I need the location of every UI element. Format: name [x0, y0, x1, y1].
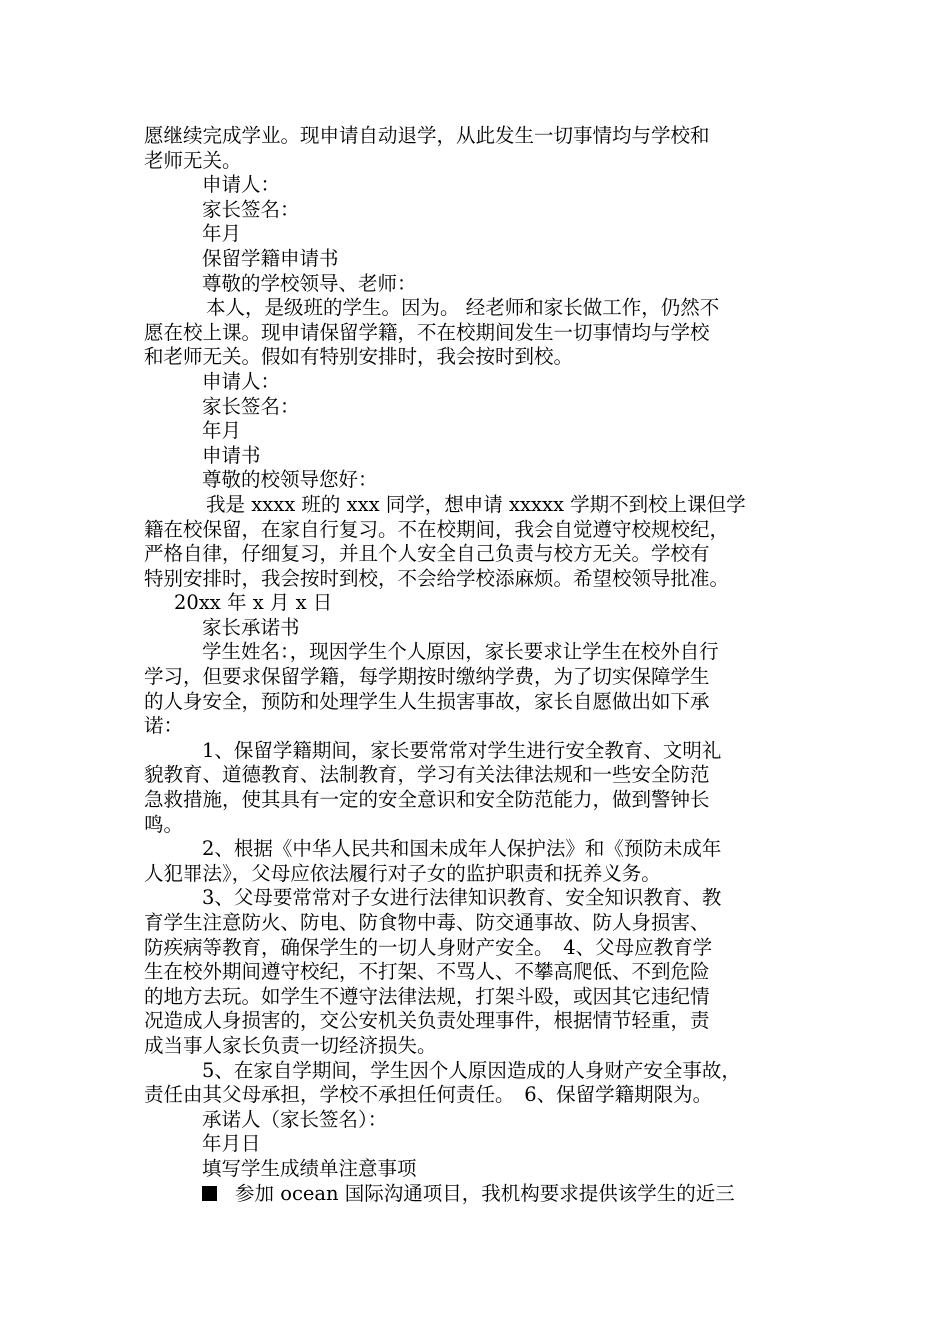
text-line: 愿在校上课。现申请保留学籍，不在校期间发生一切事情均与学校	[144, 320, 710, 344]
text-line: 防疾病等教育，确保学生的一切人身财产安全。 4、父母应教育学	[144, 935, 713, 959]
text-line: 鸣。	[144, 812, 184, 836]
text-line: 保留学籍申请书	[202, 246, 339, 270]
square-bullet-icon	[202, 1186, 217, 1201]
text-line: 貌教育、道德教育、法制教育，学习有关法律法规和一些安全防范	[144, 763, 710, 787]
text-line: 20xx 年 x 月 x 日	[174, 591, 333, 615]
document-page	[144, 124, 824, 1206]
text-line: 的人身安全，预防和处理学生人生损害事故，家长自愿做出如下承	[144, 689, 710, 713]
text-line: 申请人：	[202, 173, 281, 197]
text-line: 年月	[202, 222, 242, 246]
text-line: 3、父母要常常对子女进行法律知识教育、安全知识教育、教	[202, 886, 722, 910]
text-line: 和老师无关。假如有特别安排时，我会按时到校。	[144, 345, 574, 369]
text-line: 急救措施，使其具有一定的安全意识和安全防范能力，做到警钟长	[144, 788, 710, 812]
text-line: 况造成人身损害的，交公安机关负责处理事件，根据情节轻重，责	[144, 1009, 710, 1033]
text-line: 申请人：	[202, 369, 281, 393]
text-line: 责任由其父母承担，学校不承担任何责任。 6、保留学籍期限为。	[144, 1083, 713, 1107]
text-line: 本人，是级班的学生。因为。 经老师和家长做工作，仍然不	[206, 296, 720, 320]
text-line: 诺：	[144, 714, 184, 738]
bullet-line	[144, 1182, 824, 1207]
text-line: 家长签名：	[202, 197, 300, 221]
text-line: 1、保留学籍期间，家长要常常对学生进行安全教育、文明礼	[202, 738, 722, 762]
text-line: 成当事人家长负责一切经济损失。	[144, 1033, 437, 1057]
text-line: 填写学生成绩单注意事项	[202, 1156, 417, 1180]
text-line: 尊敬的校领导您好：	[202, 468, 378, 492]
text-line: 的地方去玩。如学生不遵守法律法规，打架斗殴，或因其它违纪情	[144, 984, 710, 1008]
text-line: 老师无关。	[144, 148, 242, 172]
text-line: 特别安排时，我会按时到校，不会给学校添麻烦。希望校领导批准。	[144, 566, 730, 590]
bullet-text: 参加 ocean 国际沟通项目，我机构要求提供该学生的近三	[235, 1181, 735, 1205]
text-line: 申请书	[202, 443, 261, 467]
text-line: 家长承诺书	[202, 615, 300, 639]
text-line: 严格自律，仔细复习，并且个人安全自己负责与校方无关。学校有	[144, 542, 710, 566]
text-line: 年月日	[202, 1132, 261, 1156]
text-line: 尊敬的学校领导、老师：	[202, 271, 417, 295]
text-line: 承诺人（家长签名）：	[202, 1107, 388, 1131]
text-line: 育学生注意防火、防电、防食物中毒、防交通事故、防人身损害、	[144, 911, 710, 934]
text-line: 年月	[202, 419, 242, 443]
text-line: 2、根据《中华人民共和国未成年人保护法》和《预防未成年	[202, 837, 722, 861]
text-line: 5、在家自学期间，学生因个人原因造成的人身财产安全事故，	[202, 1058, 741, 1082]
text-line: 生在校外期间遵守校纪，不打架、不骂人、不攀高爬低、不到危险	[144, 960, 710, 984]
text-line: 学习，但要求保留学籍，每学期按时缴纳学费，为了切实保障学生	[144, 665, 710, 689]
text-line: 愿继续完成学业。现申请自动退学，从此发生一切事情均与学校和	[144, 124, 710, 147]
text-line: 我是 xxxx 班的 xxx 同学，想申请 xxxxx 学期不到校上课但学	[206, 492, 746, 516]
text-line: 籍在校保留，在家自行复习。不在校期间，我会自觉遵守校规校纪，	[144, 517, 730, 541]
text-line: 学生姓名：，现因学生个人原因，家长要求让学生在校外自行	[202, 640, 719, 664]
text-line: 人犯罪法》，父母应依法履行对子女的监护职责和抚养义务。	[144, 861, 661, 885]
text-line: 家长签名：	[202, 394, 300, 418]
